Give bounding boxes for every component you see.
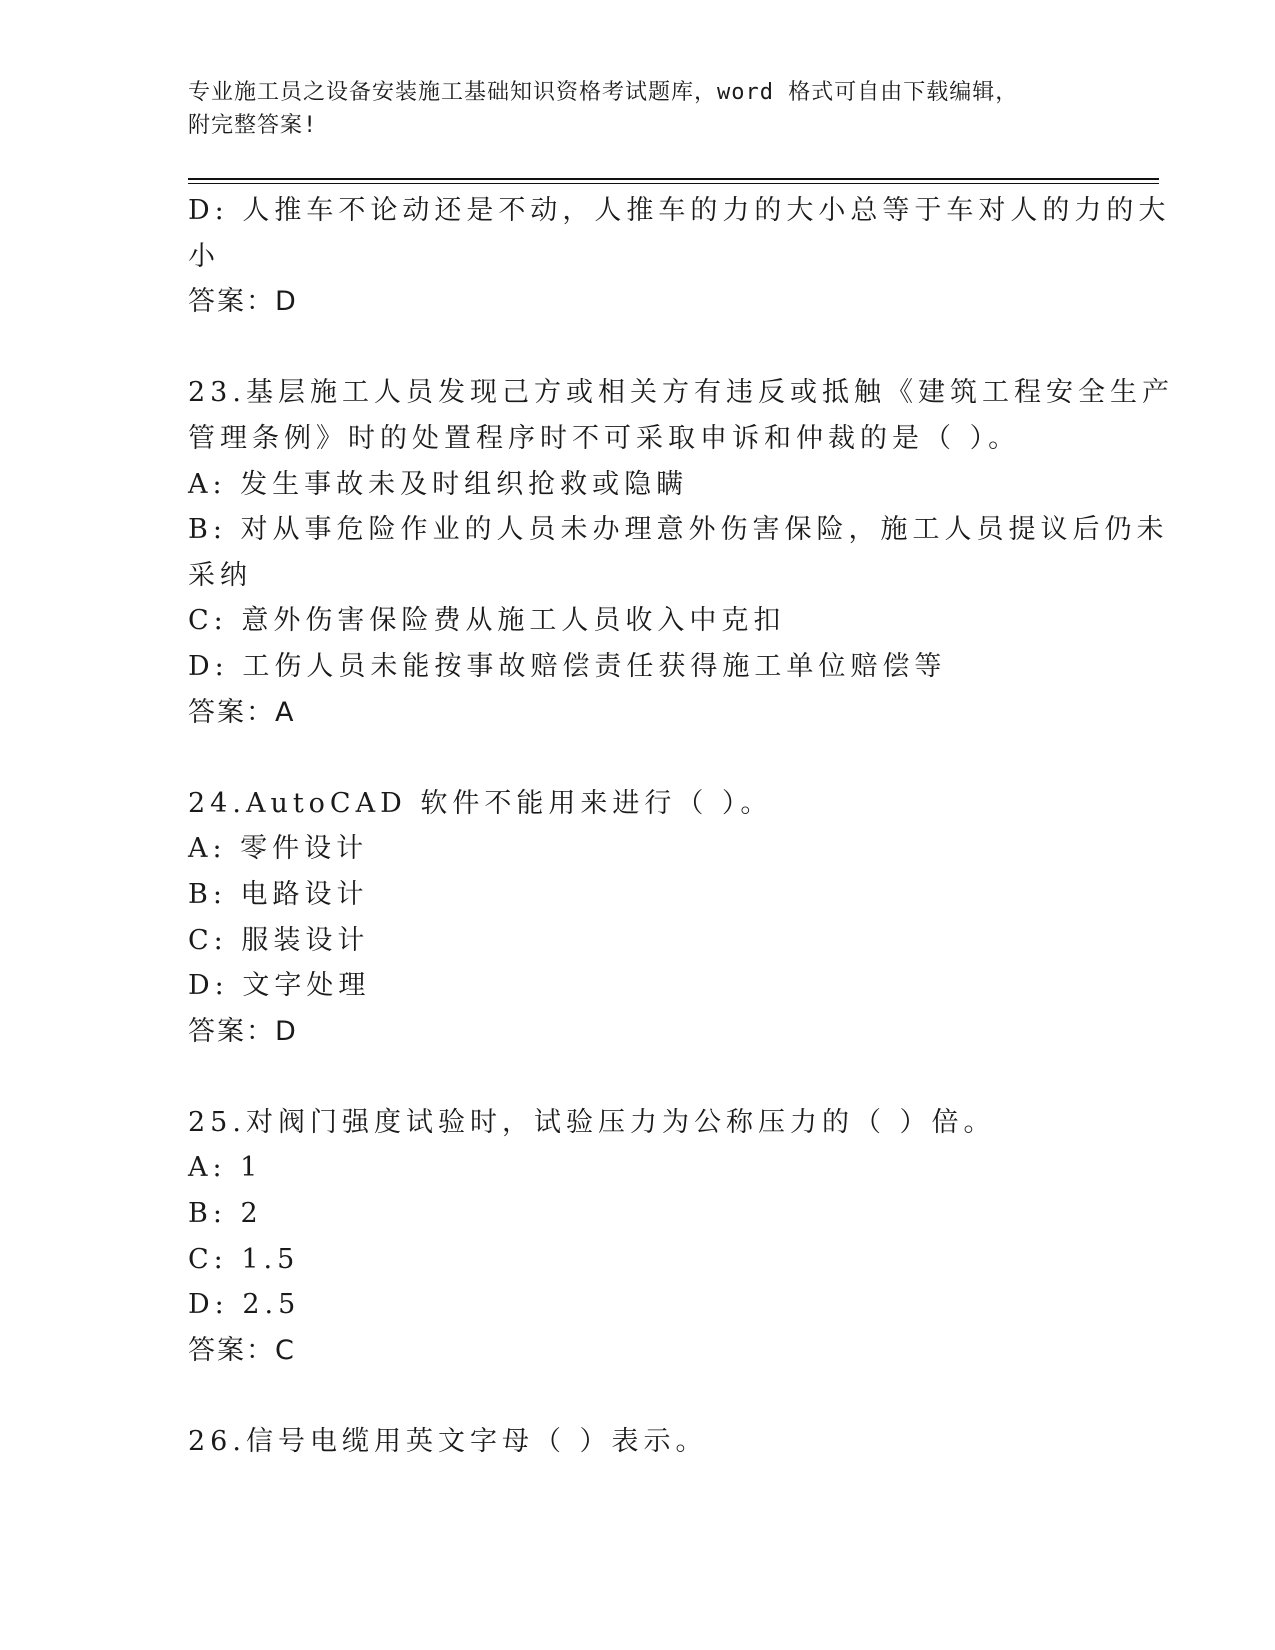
option-b: B: 2 <box>188 1198 263 1230</box>
question-stem-continued: 管理条例》时的处置程序时不可采取申诉和仲裁的是（ ）。 <box>188 422 1021 454</box>
option-c: C: 服装设计 <box>188 924 370 956</box>
option-b-continued: 采纳 <box>188 559 252 591</box>
question-stem: 23.基层施工人员发现己方或相关方有违反或抵触《建筑工程安全生产 <box>188 377 1174 409</box>
spacer <box>188 735 1088 781</box>
question-list <box>188 188 1174 1465</box>
header-divider-top <box>188 178 1159 180</box>
question-stem: 25.对阀门强度试验时，试验压力为公称压力的（ ）倍。 <box>188 1106 996 1138</box>
answer-line: 答案：A <box>188 696 296 728</box>
header-divider-bottom <box>188 183 1159 184</box>
header-line-2: 附完整答案! <box>188 113 318 138</box>
question-stem: 24.AutoCAD 软件不能用来进行（ ）。 <box>188 787 773 819</box>
option-d: D: 人推车不论动还是不动，人推车的力的大小总等于车对人的力的大 <box>188 195 1171 226</box>
spacer <box>188 1054 1088 1100</box>
option-d-continued: 小 <box>188 240 220 272</box>
option-d: D: 工伤人员未能按事故赔偿责任获得施工单位赔偿等 <box>188 650 947 682</box>
answer-line: 答案：D <box>188 1015 298 1047</box>
option-c: C: 1.5 <box>188 1243 300 1275</box>
answer-line: 答案：D <box>188 286 298 318</box>
option-b: B: 对从事危险作业的人员未办理意外伤害保险，施工人员提议后仍未 <box>188 514 1169 546</box>
header-line-1: 专业施工员之设备安装施工基础知识资格考试题库，word 格式可自由下载编辑， <box>188 80 1019 105</box>
spacer <box>188 1373 1088 1419</box>
option-b: B: 电路设计 <box>188 878 369 910</box>
answer-line: 答案：C <box>188 1334 296 1366</box>
option-a: A: 发生事故未及时组织抢救或隐瞒 <box>188 468 689 500</box>
document-header <box>188 76 1088 142</box>
question-26 <box>188 1419 1088 1465</box>
option-c: C: 意外伤害保险费从施工人员收入中克扣 <box>188 605 786 637</box>
question-24 <box>188 781 1088 1055</box>
question-25 <box>188 1100 1088 1374</box>
option-a: A: 1 <box>188 1152 263 1184</box>
option-d: D: 2.5 <box>188 1289 301 1321</box>
spacer <box>188 325 1088 371</box>
option-d: D: 文字处理 <box>188 970 371 1002</box>
question-stem: 26.信号电缆用英文字母（ ）表示。 <box>188 1426 708 1458</box>
option-a: A: 零件设计 <box>188 833 369 865</box>
question-23 <box>188 370 1174 735</box>
question-22-tail <box>188 188 1171 325</box>
